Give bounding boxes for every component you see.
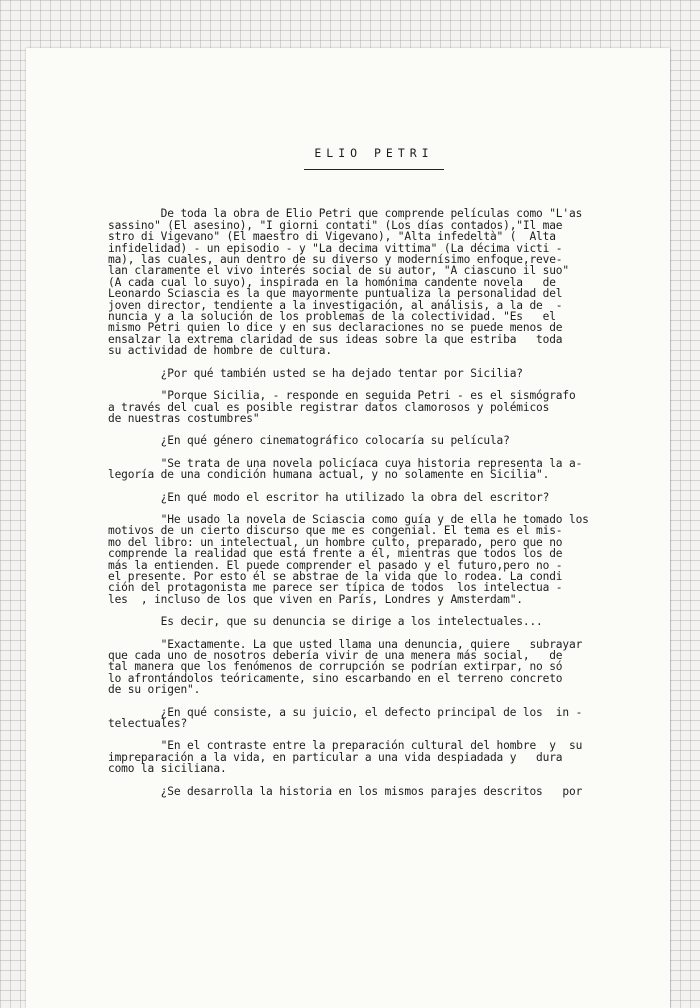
text-line: a través del cual es posible registrar datos clamorosos y polémicos (108, 400, 550, 414)
paragraph-gap (108, 628, 654, 639)
text-line: les , incluso de los que viven en París, Londres y Amsterdam". (108, 592, 523, 606)
text-lines (108, 208, 654, 797)
text-line: infidelidad) - un episodio - y "La decima vittima" (La décima victi - (108, 241, 563, 255)
text-line: legoría de una condición humana actual, y no solamente en Sicilia". (108, 468, 550, 482)
text-line: ¿Por qué también usted se ha dejado tentar por Sicilia? (108, 366, 523, 380)
text-line: De toda la obra de Elio Petri que comprende películas como "L'as (108, 207, 583, 221)
text-line: ma), las cuales, aun dentro de su diverso y modernísimo enfoque,reve- (108, 253, 563, 267)
text-line: de nuestras costumbres" (108, 411, 260, 425)
title-block (94, 148, 654, 170)
text-line: ¿En qué modo el escritor ha utilizado la obra del escritor? (108, 490, 550, 504)
text-line: mo del libro: un intelectual, un hombre culto, preparado, pero que no (108, 535, 563, 549)
text-line: su actividad de hombre de cultura. (108, 344, 332, 358)
text-line: que cada uno de nosotros debería vivir de una menera más social, de (108, 649, 563, 662)
text-line: Es decir, que su denuncia se dirige a los intelectuales... (108, 615, 543, 629)
text-line: más la entienden. El puede comprender el pasado y el futuro,pero no - (108, 558, 563, 572)
text-line: el presente. Por esto él se abstrae de la vida que lo rodea. La condi (108, 569, 563, 583)
text-line: ¿En qué consiste, a su juicio, el defecto principal de los in - (108, 705, 583, 719)
text-line: "He usado la novela de Sciascia como guía y de ella he tomado los (108, 512, 589, 526)
text-line: ción del protagonista me parece ser típica de todos los intelectua - (108, 581, 563, 595)
text-line: ¿Se desarrolla la historia en los mismos parajes descritos por (108, 784, 583, 798)
text-line: de su origen". (108, 683, 201, 697)
text-line: "Porque Sicilia, - responde en seguida Petri - es el sismógrafo (108, 389, 576, 403)
text-line: lan claramente el vivo interés social de su autor, "A ciascuno il suo" (108, 264, 569, 278)
text-line: tal manera que los fenómenos de corrupción se podrían extirpar, no só (108, 660, 563, 674)
text-line: telectuales? (108, 717, 188, 731)
text-line: como la siciliana. (108, 762, 227, 776)
title-spacer (108, 170, 654, 208)
paragraph-gap (108, 696, 654, 707)
text-line: comprende la realidad que está frente a él, mientras que todos los de (108, 547, 563, 561)
text-line: (A cada cual lo suyo), inspirada en la homónima candente novela de (108, 275, 556, 289)
document-title: ELIO PETRI (304, 148, 444, 170)
text-line: impreparación a la vida, en particular a una vida despiadada y dura (108, 750, 563, 764)
text-line: "Exactamente. La que usted llama una denuncia, quiere subrayar (108, 637, 583, 651)
text-line: joven director, tendiente a la investigación, al análisis, a la de - (108, 298, 563, 312)
document-body (108, 148, 654, 797)
text-line: ¿En qué género cinematográfico colocaría su película? (108, 434, 510, 448)
paragraph-gap (108, 775, 654, 786)
paper-sheet (26, 48, 670, 1008)
text-line: ensalzar la extrema claridad de sus ideas sobre la que estriba toda (108, 332, 563, 346)
text-line: Leonardo Sciascia es la que mayormente puntualiza la personalidad del (108, 287, 563, 301)
text-line: motivos de un cierto discurso que me es congenial. El tema es el mis- (108, 524, 563, 538)
text-line: nuncia y a la solución de los problemas de la colectividad. "Es el (108, 310, 556, 324)
text-line: stro di Vigevano" (El maestro di Vigevano), "Alta infedeltà" ( Alta (108, 230, 556, 244)
paragraph-gap (108, 481, 654, 492)
text-line: lo afrontándolos teóricamente, sino escarbando en el terreno concreto (108, 671, 563, 685)
text-line: sassino" (El asesino), "I giorni contati" (Los días contados),"Il mae (108, 218, 563, 232)
text-line: "Se trata de una novela policíaca cuya historia representa la a- (108, 456, 583, 470)
text-line: mismo Petri quien lo dice y en sus declaraciones no se puede menos de (108, 321, 563, 335)
text-line: "En el contraste entre la preparación cultural del hombre y su (108, 739, 583, 753)
